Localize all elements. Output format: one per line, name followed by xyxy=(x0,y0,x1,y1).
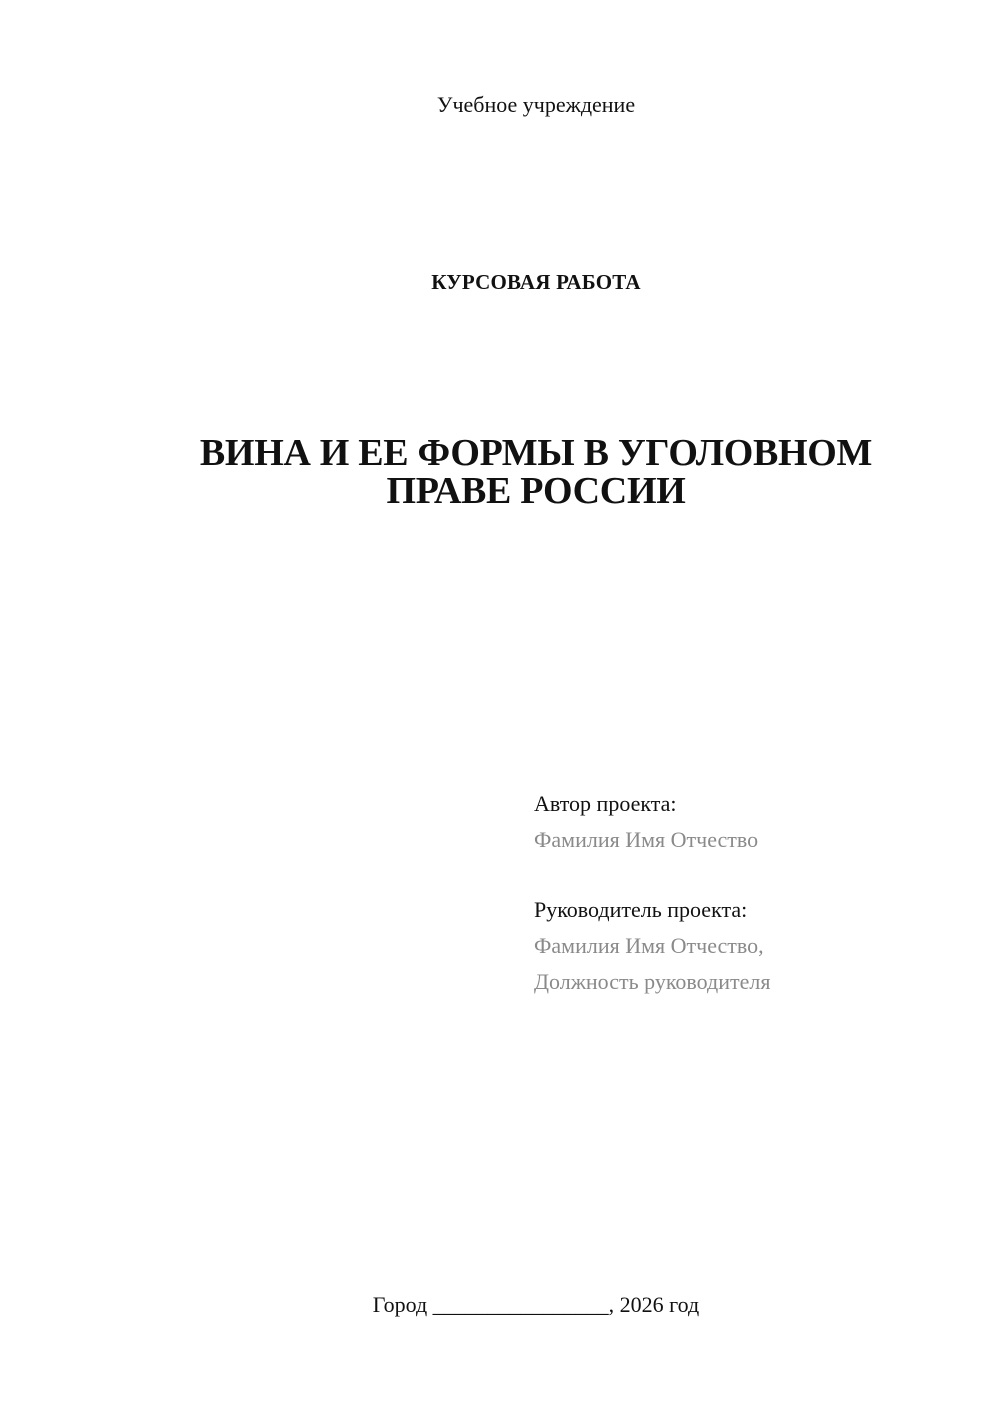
signature-spacer xyxy=(534,858,974,892)
city-year-line: Город ________________, 2026 год xyxy=(372,1292,700,1317)
document-title-line-1: ВИНА И ЕЕ ФОРМЫ В УГОЛОВНОМ xyxy=(199,432,873,474)
document-title-line-2: ПРАВЕ РОССИИ xyxy=(386,470,686,512)
institution-name: Учебное учреждение xyxy=(436,92,636,117)
supervisor-label: Руководитель проекта: xyxy=(534,897,748,922)
author-label: Автор проекта: xyxy=(534,791,677,816)
document-title xyxy=(180,434,892,510)
signature-block xyxy=(534,786,974,1000)
supervisor-position: Должность руководителя xyxy=(534,969,771,994)
supervisor-name: Фамилия Имя Отчество, xyxy=(534,933,764,958)
author-name: Фамилия Имя Отчество xyxy=(534,827,759,852)
work-type-heading: КУРСОВАЯ РАБОТА xyxy=(431,270,641,294)
